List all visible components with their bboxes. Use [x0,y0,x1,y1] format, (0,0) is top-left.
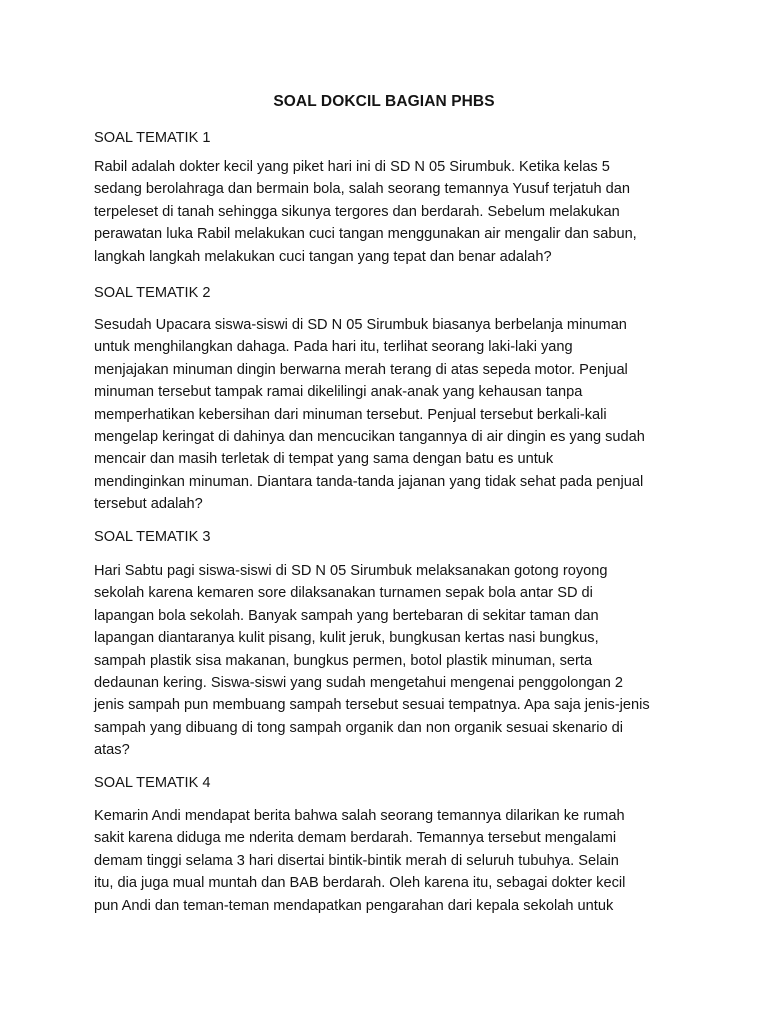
paragraph-line: memperhatikan kebersihan dari minuman tersebut. Penjual tersebut berkali-kali [94,406,607,423]
paragraph-line: langkah langkah melakukan cuci tangan yang tepat dan benar adalah? [94,248,552,265]
paragraph-line: menjajakan minuman dingin berwarna merah terang di atas sepeda motor. Penjual [94,361,628,378]
document-title: SOAL DOKCIL BAGIAN PHBS [273,93,495,110]
paragraph-line: mendinginkan minuman. Diantara tanda-tanda jajanan yang tidak sehat pada penjual [94,473,644,490]
paragraph-line: mencair dan masih terletak di tempat yang sama dengan batu es untuk [94,451,554,468]
section-heading-1: SOAL TEMATIK 1 [94,130,211,146]
section-paragraph-3 [94,560,684,762]
paragraph-line: perawatan luka Rabil melakukan cuci tangan menggunakan air mengalir dan sabun, [94,226,637,243]
section-paragraph-4 [94,805,684,917]
paragraph-line: sekolah karena kemaren sore dilaksanakan turnamen sepak bola antar SD di [94,585,593,602]
section-paragraph-2 [94,314,684,516]
paragraph-line: itu, dia juga mual muntah dan BAB berdarah. Oleh karena itu, sebagai dokter kecil [94,875,626,892]
paragraph-line: lapangan bola sekolah. Banyak sampah yang bertebaran di sekitar taman dan [94,607,599,624]
paragraph-line: pun Andi dan teman-teman mendapatkan pengarahan dari kepala sekolah untuk [94,897,614,914]
paragraph-line: Sesudah Upacara siswa-siswi di SD N 05 Sirumbuk biasanya berbelanja minuman [94,317,627,333]
paragraph-line: terpeleset di tanah sehingga sikunya tergores dan berdarah. Sebelum melakukan [94,203,620,220]
paragraph-line: lapangan diantaranya kulit pisang, kulit jeruk, bungkusan kertas nasi bungkus, [94,630,599,647]
paragraph-line: Hari Sabtu pagi siswa-siswi di SD N 05 Sirumbuk melaksanakan gotong royong [94,563,608,579]
section-paragraph-1 [94,156,684,268]
section-heading-4: SOAL TEMATIK 4 [94,775,211,791]
paragraph-line: tersebut adalah? [94,496,203,513]
paragraph-line: demam tinggi selama 3 hari disertai bintik-bintik merah di seluruh tubuhya. Selain [94,852,619,869]
paragraph-line: untuk menghilangkan dahaga. Pada hari itu, terlihat seorang laki-laki yang [94,339,573,356]
paragraph-line: Rabil adalah dokter kecil yang piket hari ini di SD N 05 Sirumbuk. Ketika kelas 5 [94,159,610,175]
paragraph-line: sampah plastik sisa makanan, bungkus permen, botol plastik minuman, serta [94,652,593,669]
paragraph-line: minuman tersebut tampak ramai dikelilingi anak-anak yang kehausan tanpa [94,384,583,401]
paragraph-line: jenis sampah pun membuang sampah tersebut sesuai tempatnya. Apa saja jenis-jenis [94,697,650,714]
section-heading-3: SOAL TEMATIK 3 [94,529,211,545]
section-heading-2: SOAL TEMATIK 2 [94,285,211,301]
paragraph-line: Kemarin Andi mendapat berita bahwa salah seorang temannya dilarikan ke rumah [94,808,625,824]
paragraph-line: sampah yang dibuang di tong sampah organik dan non organik sesuai skenario di [94,719,623,736]
paragraph-line: dedaunan kering. Siswa-siswi yang sudah mengetahui mengenai penggolongan 2 [94,674,623,691]
paragraph-line: mengelap keringat di dahinya dan mencucikan tangannya di air dingin es yang sudah [94,428,645,445]
paragraph-line: atas? [94,742,130,759]
paragraph-line: sedang berolahraga dan bermain bola, salah seorang temannya Yusuf terjatuh dan [94,181,631,198]
paragraph-line: sakit karena diduga me nderita demam berdarah. Temannya tersebut mengalami [94,830,617,847]
